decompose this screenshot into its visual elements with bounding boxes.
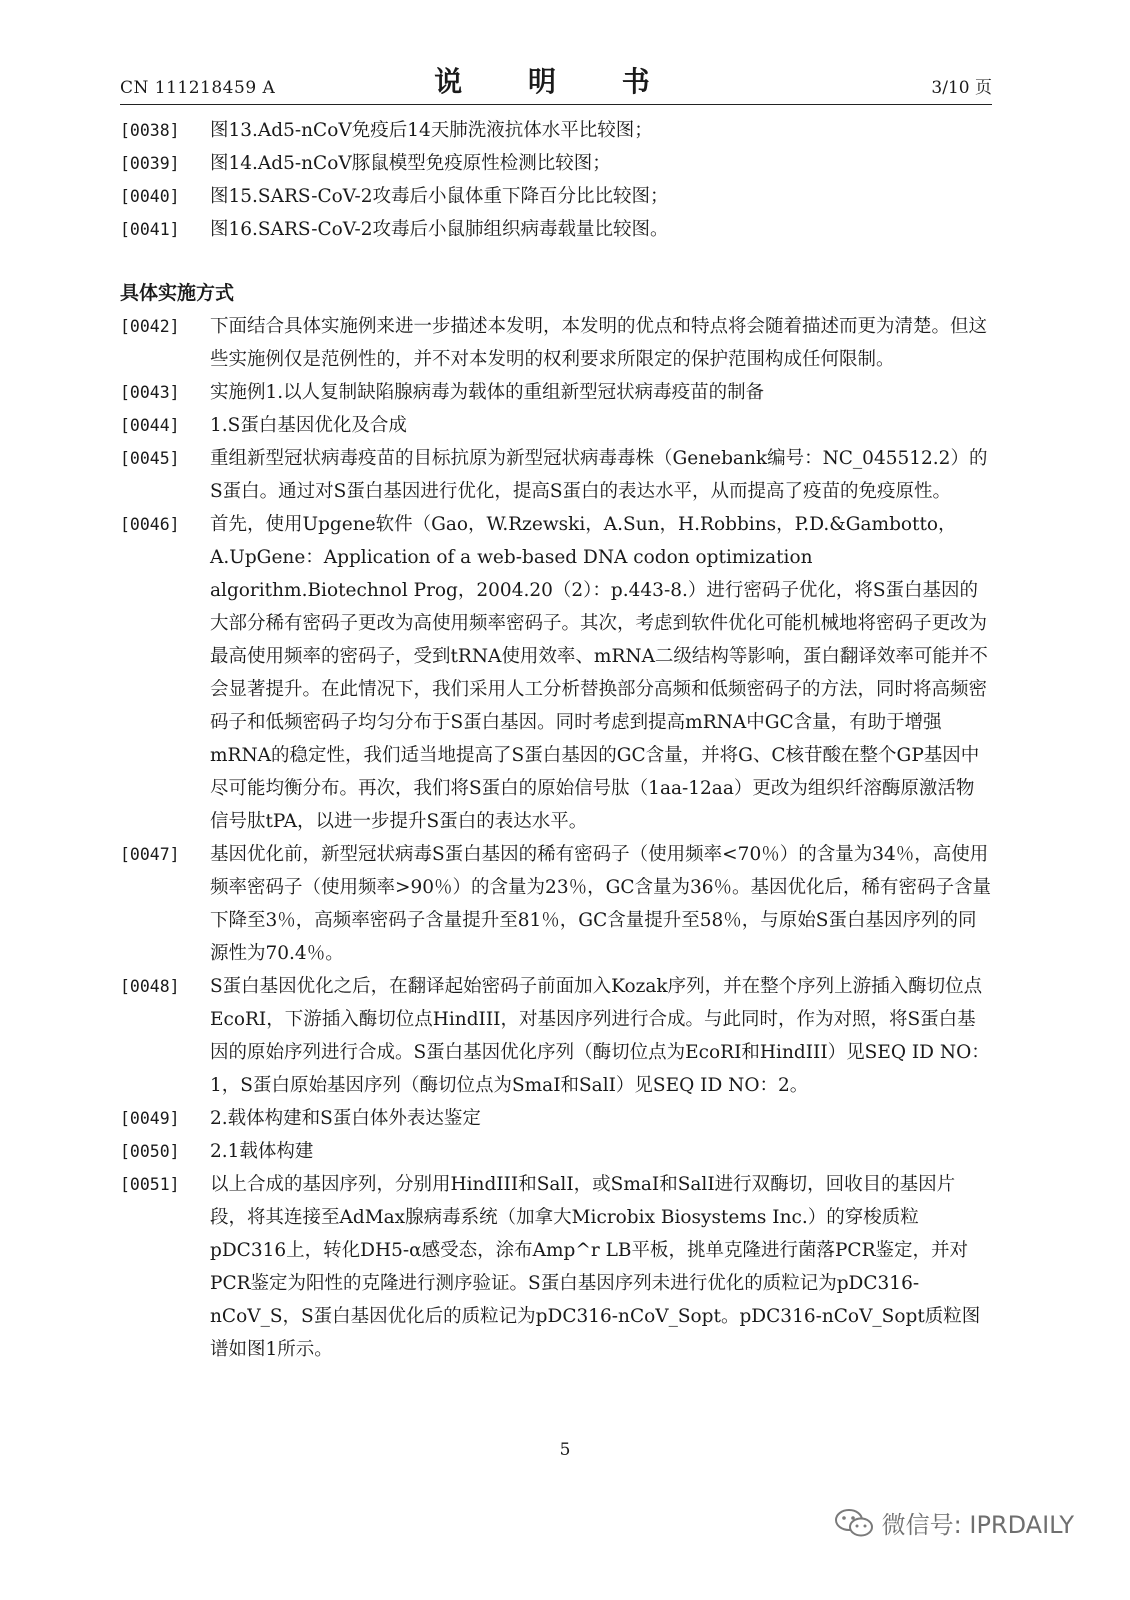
- paragraph-text: 下面结合具体实施例来进一步描述本发明，本发明的优点和特点将会随着描述而更为清楚。但这些实施例仅是范例性的，并不对本发明的权利要求所限定的保护范围构成任何限制。: [210, 316, 988, 370]
- paragraph-0040: [120, 180, 992, 213]
- paragraph-0042: [120, 310, 992, 376]
- paragraph-number: [0038]: [120, 121, 180, 140]
- paragraph-text: 图16.SARS-CoV-2攻毒后小鼠肺组织病毒载量比较图。: [210, 219, 669, 240]
- paragraph-0039: [120, 147, 992, 180]
- page-number: 5: [559, 1440, 571, 1460]
- paragraph-number: [0046]: [120, 515, 180, 534]
- paragraph-text: S蛋白基因优化之后，在翻译起始密码子前面加入Kozak序列，并在整个序列上游插入酶切位点EcoRI，下游插入酶切位点HindIII，对基因序列进行合成。与此同时，作为对照，将S蛋白基因的原始序列进行合成。S蛋白基因优化序列（酶切位点为EcoRI和HindIII）见SEQ ID NO：1，S蛋白原始基因序列（酶切位点为SmaI和SalI）见SEQ ID NO：2。: [210, 976, 990, 1096]
- paragraph-text: 图15.SARS-CoV-2攻毒后小鼠体重下降百分比比较图；: [210, 186, 669, 207]
- paragraph-number: [0047]: [120, 845, 180, 864]
- document-number: CN 111218459 A: [120, 78, 276, 98]
- paragraph-text: 图14.Ad5-nCoV豚鼠模型免疫原性检测比较图；: [210, 153, 611, 174]
- watermark-text: 微信号: IPRDAILY: [881, 1511, 1074, 1539]
- paragraph-0044: [120, 409, 992, 442]
- section-heading: 具体实施方式: [120, 282, 235, 304]
- paragraph-text: 首先，使用Upgene软件（Gao，W.Rzewski，A.Sun，H.Robbins，P.D.&Gambotto，A.UpGene：Application of a web-based DNA codon optimization algorithm.Biotechnol Prog，2004.20（2）：p.443-8.）进行密码子优化，将S蛋白基因的大部分稀有密码子更改为高使用频率密码子。其次，考虑到软件优化可能机械地将密码子更改为最高使用频率的密码子，受到tRNA使用效率、mRNA二级结构等影响，蛋白翻译效率可能并不会显著提升。在此情况下，我们采用人工分析替换部分高频和低频密码子的方法，同时将高频密码子和低频密码子均匀分布于S蛋白基因。同时考虑到提高mRNA中GC含量，有助于增强mRNA的稳定性，我们适当地提高了S蛋白基因的GC含量，并将G、C核苷酸在整个GP基因中尽可能均衡分布。再次，我们将S蛋白的原始信号肽（1aa-12aa）更改为组织纤溶酶原激活物信号肽tPA，以进一步提升S蛋白的表达水平。: [210, 514, 988, 832]
- paragraph-number: [0042]: [120, 317, 180, 336]
- paragraph-text: 重组新型冠状病毒疫苗的目标抗原为新型冠状病毒毒株（Genebank编号：NC_045512.2）的S蛋白。通过对S蛋白基因进行优化，提高S蛋白的表达水平，从而提高了疫苗的免疫原性。: [210, 448, 988, 502]
- paragraph-number: [0050]: [120, 1142, 180, 1161]
- paragraph-number: [0043]: [120, 383, 180, 402]
- paragraph-number: [0044]: [120, 416, 180, 435]
- paragraph-text: 2.载体构建和S蛋白体外表达鉴定: [210, 1108, 481, 1129]
- paragraph-0050: [120, 1135, 992, 1168]
- paragraph-number: [0051]: [120, 1175, 180, 1194]
- paragraph-number: [0041]: [120, 220, 180, 239]
- paragraph-0049: [120, 1102, 992, 1135]
- paragraph-text: 图13.Ad5-nCoV免疫后14天肺洗液抗体水平比较图；: [210, 120, 653, 141]
- paragraph-0043: [120, 376, 992, 409]
- paragraph-text: 以上合成的基因序列，分别用HindIII和SalI，或SmaI和SalI进行双酶切，回收目的基因片段，将其连接至AdMax腺病毒系统（加拿大Microbix Biosystems Inc.）的穿梭质粒pDC316上，转化DH5-α感受态，涂布Amp^r LB平板，挑单克隆进行菌落PCR鉴定，并对PCR鉴定为阳性的克隆进行测序验证。S蛋白基因序列未进行优化的质粒记为pDC316-nCoV_S，S蛋白基因优化后的质粒记为pDC316-nCoV_Sopt。pDC316-nCoV_Sopt质粒图谱如图1所示。: [210, 1174, 981, 1360]
- paragraph-number: [0048]: [120, 977, 180, 996]
- watermark: [834, 1505, 1074, 1540]
- wechat-icon: [834, 1508, 874, 1538]
- paragraph-0051: [120, 1168, 992, 1366]
- paragraph-text: 基因优化前，新型冠状病毒S蛋白基因的稀有密码子（使用频率<70％）的含量为34％，高使用频率密码子（使用频率>90％）的含量为23％，GC含量为36％。基因优化后，稀有密码子含量下降至3％，高频率密码子含量提升至81％，GC含量提升至58％，与原始S蛋白基因序列的同源性为70.4％。: [210, 844, 992, 964]
- paragraph-0046: [120, 508, 992, 838]
- paragraph-number: [0039]: [120, 154, 180, 173]
- paragraph-text: 2.1载体构建: [210, 1141, 314, 1162]
- paragraph-0045: [120, 442, 992, 508]
- paragraph-number: [0049]: [120, 1109, 180, 1128]
- paragraph-number: [0040]: [120, 187, 180, 206]
- page-info: 3/10 页: [931, 78, 992, 98]
- paragraph-number: [0045]: [120, 449, 180, 468]
- paragraph-text: 1.S蛋白基因优化及合成: [210, 415, 407, 436]
- page-header: [120, 64, 992, 105]
- paragraph-0038: [120, 114, 992, 147]
- paragraph-text: 实施例1.以人复制缺陷腺病毒为载体的重组新型冠状病毒疫苗的制备: [210, 382, 765, 403]
- page-title: 说 明 书: [434, 65, 678, 98]
- document-body: [120, 114, 992, 1366]
- paragraph-0041: [120, 213, 992, 246]
- paragraph-0047: [120, 838, 992, 970]
- paragraph-0048: [120, 970, 992, 1102]
